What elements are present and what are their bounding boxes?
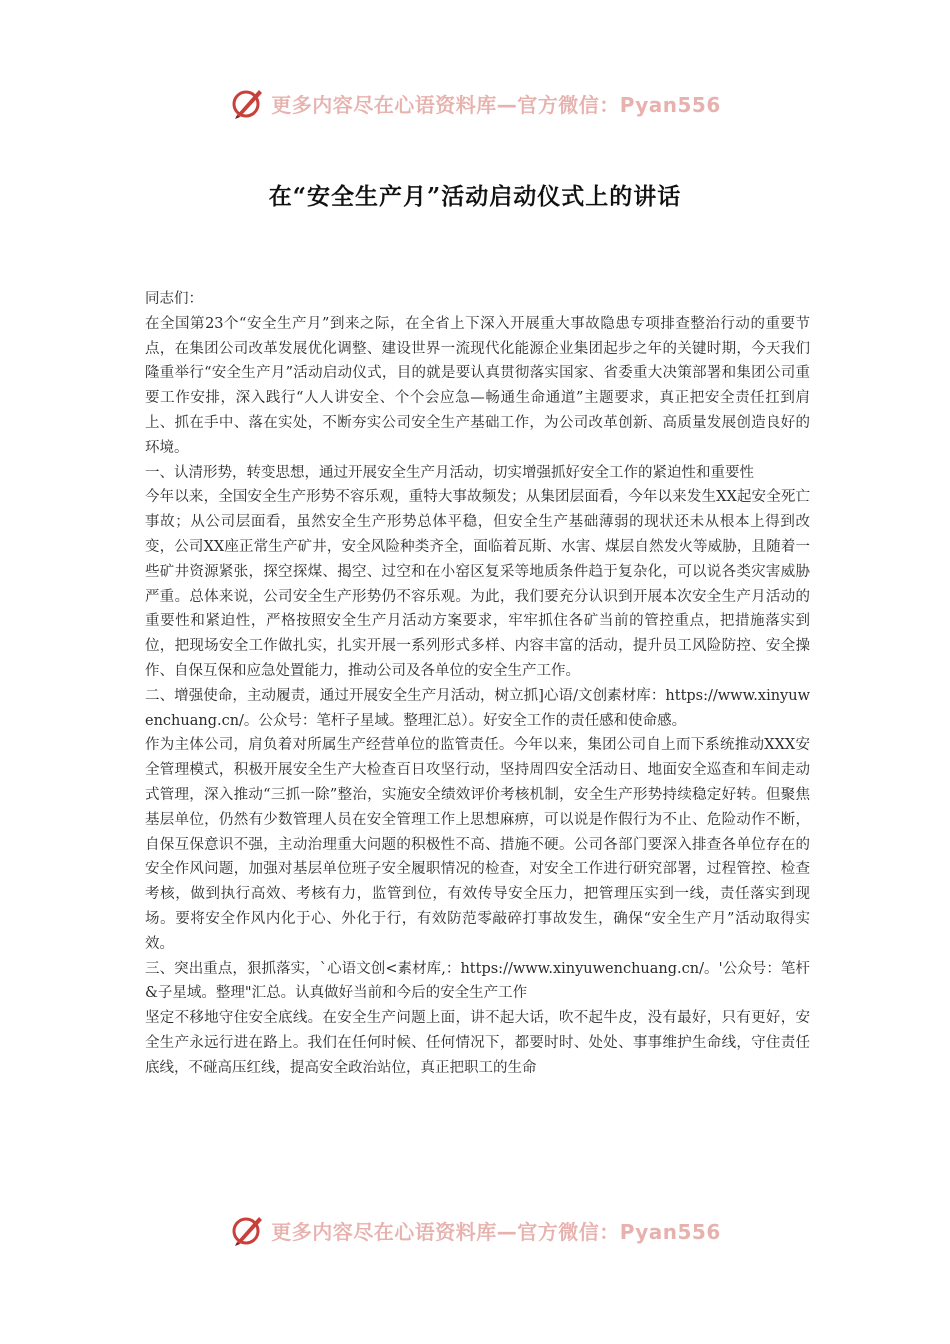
section-heading: 三、突出重点，狠抓落实，`心语文创<素材库,：https://www.xinyuwenchuang.cn/。'公众号：笔杆&子星域。整理"汇总。认真做好当前和今后的安全生产工作 xyxy=(145,960,810,1002)
watermark-text: 更多内容尽在心语资料库—官方微信：Pyan556 xyxy=(271,1219,721,1244)
footer-watermark-banner xyxy=(0,1207,950,1253)
section-heading: 二、增强使命，主动履责，通过开展安全生产月活动，树立抓]心语/文创素材库：https://www.xinyuwenchuang.cn/。公众号：笔杆子星域。整理汇总）。好安全工作的责任感和使命感。 xyxy=(145,687,810,729)
pen-in-circle-icon xyxy=(229,85,265,121)
paragraph: 作为主体公司，肩负着对所属生产经营单位的监管责任。今年以来，集团公司自上而下系统推动XXX安全管理模式，积极开展安全生产大检查百日攻坚行动，坚持周四安全活动日、地面安全巡查和车间走动式管理，深入推动“三抓一除”整治，实施安全绩效评价考核机制，安全生产形势持续稳定好转。但聚焦基层单位，仍然有少数管理人员在安全管理工作上思想麻痹，可以说是作假行为不止、危险动作不断，自保互保意识不强，主动治理重大问题的积极性不高、措施不硬。公司各部门要深入排查各单位存在的安全作风问题，加强对基层单位班子安全履职情况的检查，对安全工作进行研究部署，过程管控、检查考核，做到执行高效、考核有力，监管到位，有效传导安全压力，把管理压实到一线，责任落实到现场。要将安全作风内化于心、外化于行，有效防范零敲碎打事故发生，确保“安全生产月”活动取得实效。 xyxy=(145,737,810,952)
paragraph: 在全国第23个“安全生产月”到来之际，在全省上下深入开展重大事故隐患专项排查整治行动的重要节点，在集团公司改革发展优化调整、建设世界一流现代化能源企业集团起步之年的关键时期，今天我们隆重举行“安全生产月”活动启动仪式，目的就是要认真贯彻落实国家、省委重大决策部署和集团公司重要工作安排，深入践行“人人讲安全、个个会应急—畅通生命通道”主题要求，真正把安全责任扛到肩上、抓在手中、落在实处，不断夯实公司安全生产基础工作，为公司改革创新、高质量发展创造良好的环境。 xyxy=(145,315,810,456)
paragraph: 今年以来，全国安全生产形势不容乐观，重特大事故频发；从集团层面看，今年以来发生XX起安全死亡事故；从公司层面看，虽然安全生产形势总体平稳，但安全生产基础薄弱的现状还未从根本上得到改变，公司XX座正常生产矿井，安全风险种类齐全，面临着瓦斯、水害、煤层自然发火等威胁，且随着一些矿井资源紧张，探空探煤、揭空、过空和在小窑区复采等地质条件趋于复杂化，可以说各类灾害威胁严重。总体来说，公司安全生产形势仍不容乐观。为此，我们要充分认识到开展本次安全生产月活动的重要性和紧迫性，严格按照安全生产月活动方案要求，牢牢抓住各矿当前的管控重点，把措施落实到位，把现场安全工作做扎实，扎实开展一系列形式多样、内容丰富的活动，提升员工风险防控、安全操作、自保互保和应急处置能力，推动公司及各单位的安全生产工作。 xyxy=(145,489,810,679)
watermark-text: 更多内容尽在心语资料库—官方微信：Pyan556 xyxy=(271,92,721,117)
document-body xyxy=(145,287,810,1081)
header-watermark-banner xyxy=(0,80,950,126)
paragraph: 坚定不移地守住安全底线。在安全生产问题上面，讲不起大话，吹不起牛皮，没有最好，只有更好，安全生产永远行进在路上。我们在任何时候、任何情况下，都要时时、处处、事事维护生命线，守住责任底线，不碰高压红线，提高安全政治站位，真正把职工的生命 xyxy=(145,1010,810,1076)
pen-in-circle-icon xyxy=(229,1212,265,1248)
section-heading: 一、认清形势，转变思想，通过开展安全生产月活动，切实增强抓好安全工作的紧迫性和重要性 xyxy=(145,464,754,481)
document-title: 在“安全生产月”活动启动仪式上的讲话 xyxy=(268,183,682,210)
paragraph: 同志们： xyxy=(145,291,203,307)
